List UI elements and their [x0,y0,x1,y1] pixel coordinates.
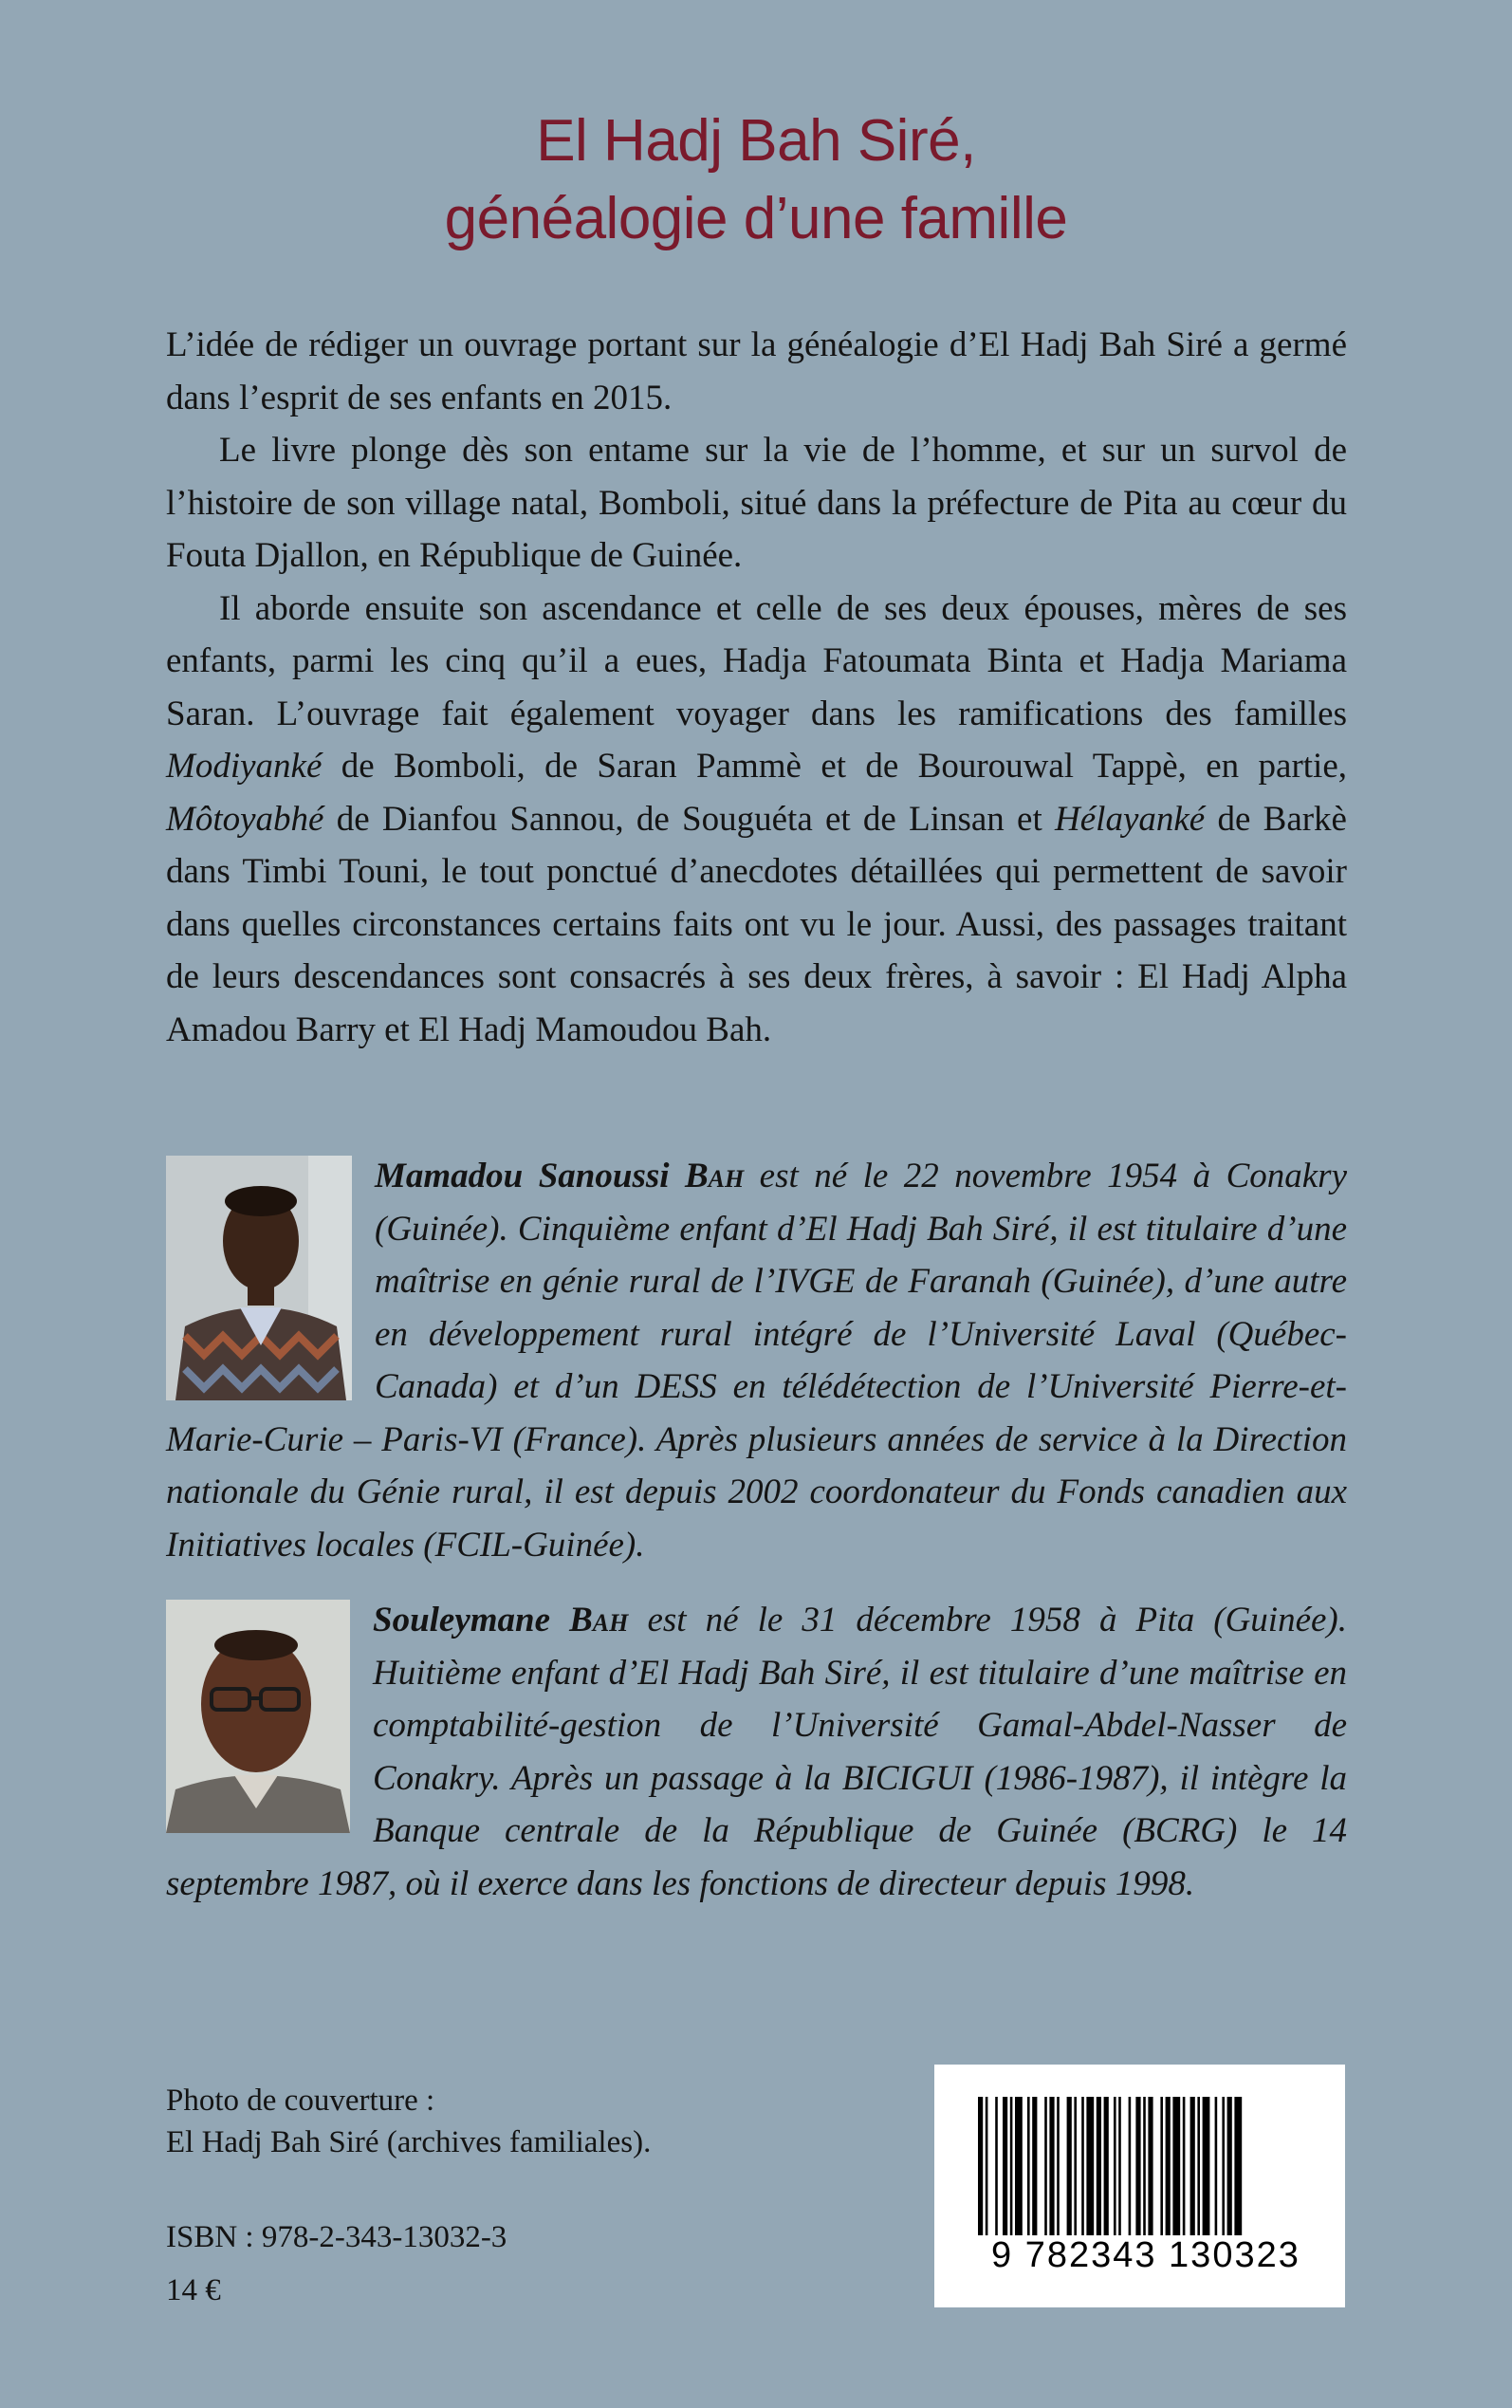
barcode-bar [1222,2097,1225,2235]
author-last-name: Bah [569,1601,629,1639]
author-bio-text-1: est né le 22 novembre 1954 à Conakry (Guinée). Cinquième enfant d’El Hadj Bah Siré, il est titulaire d’une maîtrise en génie rural de l’IVGE de Faranah (Guinée), d’une autre en développement rural intégré de l’Université Laval (Québec-Canada) et d’un DESS en télédétection de l’Université Pierre-et-Marie-Curie – Paris-VI (France). Après plusieurs années de service à la Direction nationale du Génie rural, il est depuis 2002 coordonateur du Fonds canadien aux Initiatives locales (FCIL-Guinée). [166,1157,1347,1565]
author-name-1 [375,1157,744,1195]
barcode-bar [1183,2097,1186,2235]
isbn: ISBN : 978-2-343-13032-3 [166,2220,507,2254]
title-line-2: généalogie d’une famille [444,186,1068,251]
barcode-bar [1003,2097,1007,2235]
summary-italic-term: Modiyanké [166,747,323,786]
credit-label: Photo de couverture : [166,2084,435,2118]
title-line-1: El Hadj Bah Siré, [536,108,976,174]
author-bio-2 [166,1594,1347,1910]
barcode [934,2065,1345,2307]
barcode-bar [1190,2097,1195,2235]
barcode-bar [1203,2097,1210,2235]
barcode-bar [1067,2097,1072,2235]
barcode-bar [1160,2097,1163,2235]
author-bio-1 [166,1150,1347,1571]
author-portrait-icon [166,1156,352,1400]
barcode-bar [1197,2097,1200,2235]
book-summary [166,319,1347,1056]
barcode-bar [978,2097,983,2235]
barcode-bar [986,2097,988,2235]
summary-text: de Bomboli, de Saran Pammè et de Bourouwal Tappè, en partie, [322,747,1347,786]
barcode-bar [1215,2097,1218,2235]
author-photo-1 [166,1156,352,1400]
barcode-bar [1227,2097,1232,2235]
barcode-bar [1010,2097,1013,2235]
author-first-name: Mamadou Sanoussi [375,1157,670,1195]
author-bio-text-2: est né le 31 décembre 1958 à Pita (Guinée). Huitième enfant d’El Hadj Bah Siré, il est titulaire d’une maîtrise en comptabilité-gestion de l’Université Gamal-Abdel-Nasser de Conakry. Après un passage à la BICIGUI (1986-1987), il intègre la Banque centrale de la République de Guinée (BCRG) le 14 septembre 1987, où il exerce dans les fonctions de directeur depuis 1998. [166,1601,1347,1903]
barcode-bar [1027,2097,1030,2235]
barcode-bar [1081,2097,1084,2235]
barcode-bar [1074,2097,1077,2235]
barcode-bar [1086,2097,1094,2235]
barcode-bar [1044,2097,1047,2235]
barcode-bar [1049,2097,1054,2235]
barcode-bar [1166,2097,1171,2235]
cover-photo-credit [166,2080,651,2163]
barcode-bar [1172,2097,1180,2235]
barcode-bar [1148,2097,1152,2235]
summary-paragraph-3 [166,583,1347,1057]
price: 14 € [166,2273,221,2307]
author-photo-2 [166,1600,350,1833]
summary-text: de Barkè dans Timbi Touni, le tout ponctué d’anecdotes détaillées qui permettent de savoir dans quelles circonstances certains faits ont vu le jour. Aussi, des passages traitant de leurs descendances sont consacrés à ses deux frères, à savoir : El Hadj Alpha Amadou Barry et El Hadj Mamoudou Bah. [166,799,1347,1049]
barcode-bar [1032,2097,1037,2235]
barcode-bar [995,2097,998,2235]
summary-italic-term: Môtoyabhé [166,799,324,839]
barcode-digits: 9 782343 130323 [991,2235,1300,2275]
barcode-bar [1015,2097,1023,2235]
author-last-name: Bah [684,1157,745,1195]
credit-source: El Hadj Bah Siré (archives familiales). [166,2125,652,2159]
barcode-bar [1234,2097,1242,2235]
barcode-bar [1118,2097,1121,2235]
barcode-bar [1129,2097,1132,2235]
barcode-bar [1143,2097,1146,2235]
author-first-name: Souleymane [373,1601,551,1639]
summary-italic-term: Hélayanké [1055,799,1206,839]
barcode-bar [1057,2097,1060,2235]
barcode-bar [1135,2097,1140,2235]
barcode-bar [1097,2097,1101,2235]
author-portrait-icon [166,1600,350,1833]
summary-text: Il aborde ensuite son ascendance et celle de ses deux épouses, mères de ses enfants, parmi les cinq qu’il a eues, Hadja Fatoumata Binta et Hadja Mariama Saran. L’ouvrage fait également voyager dans les ramifications des familles [166,588,1347,733]
barcode-bar [1104,2097,1109,2235]
summary-paragraph-1: L’idée de rédiger un ouvrage portant sur la généalogie d’El Hadj Bah Siré a germé dans l’esprit de ses enfants en 2015. [166,325,1347,417]
author-name-2 [373,1601,628,1639]
summary-text: de Dianfou Sannou, de Souguéta et de Linsan et [323,799,1056,839]
book-title [0,102,1512,258]
barcode-bar [1114,2097,1116,2235]
summary-paragraph-2: Le livre plonge dès son entame sur la vie de l’homme, et sur un survol de l’histoire de son village natal, Bomboli, situé dans la préfecture de Pita au cœur du Fouta Djallon, en République de Guinée. [166,431,1347,575]
